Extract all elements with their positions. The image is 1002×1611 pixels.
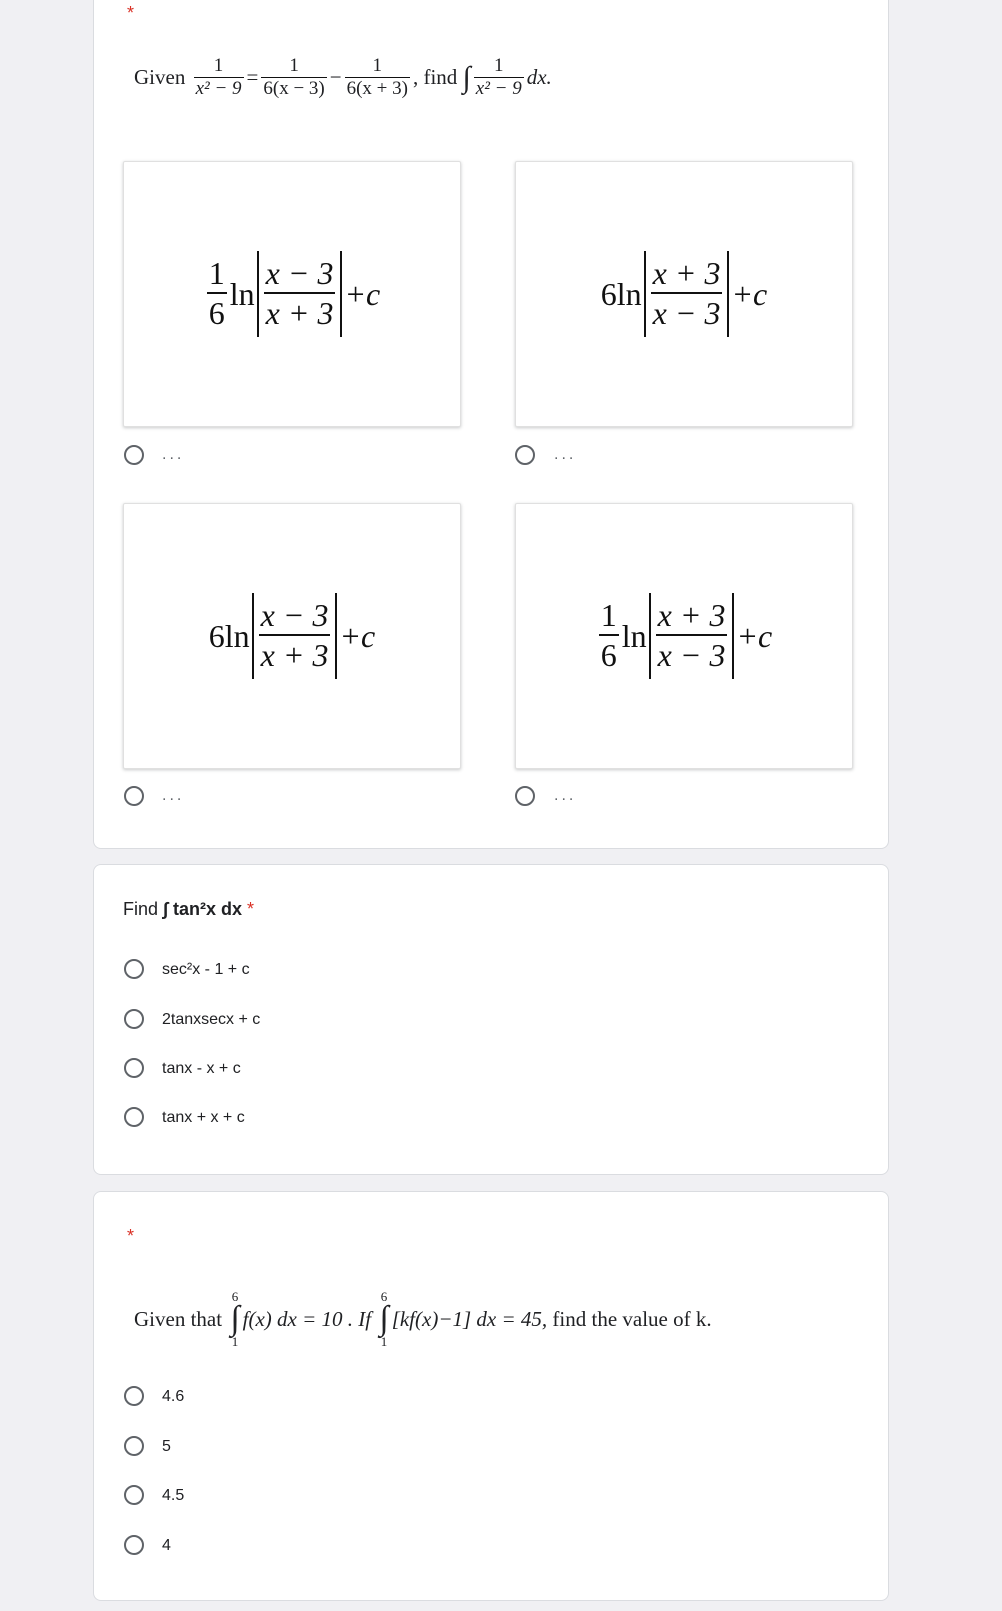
q2-option-label-3: tanx - x + c xyxy=(162,1060,241,1077)
option-c-image[interactable] xyxy=(123,503,461,769)
q2-option-radio-4[interactable] xyxy=(124,1107,144,1127)
required-asterisk: * xyxy=(127,3,135,23)
q3-option-label-3: 4.5 xyxy=(162,1487,185,1504)
option-c-label: ... xyxy=(162,787,185,804)
question-2-title: Find ∫ tan²x dx * xyxy=(123,899,255,919)
option-a-radio[interactable] xyxy=(124,445,144,465)
option-a-image[interactable] xyxy=(123,161,461,427)
q3-option-radio-1[interactable] xyxy=(124,1386,144,1406)
q2-option-radio-3[interactable] xyxy=(124,1058,144,1078)
q3-option-label-4: 4 xyxy=(162,1537,171,1554)
q2-option-label-2: 2tanxsecx + c xyxy=(162,1011,261,1028)
term1-fraction: $\frac{1}{6(x - 3)}$ xyxy=(263,55,325,99)
option-b-label: ... xyxy=(554,446,577,463)
given-word: Given xyxy=(134,65,186,90)
q2-option-label-1: sec²x - 1 + c xyxy=(162,961,250,978)
q3-option-radio-4[interactable] xyxy=(124,1535,144,1555)
q3-option-label-2: 5 xyxy=(162,1438,171,1455)
question-1-text: Given $\frac{1}{\text{x² − 9}}$ = $\frac{1}{6(x - 3)}$ − $\frac{1}{6(x + 3)}$ , find ∫ $\frac{1}{\text{x² − 9}}$ dx. xyxy=(134,55,552,99)
option-b-formula: 6 ln $\frac{x + 3}{x - 3}$ +c xyxy=(601,251,767,337)
q2-option-radio-1[interactable] xyxy=(124,959,144,979)
question-card-2 xyxy=(93,864,889,1175)
q2-option-radio-2[interactable] xyxy=(124,1009,144,1029)
integral-1: 6 ∫ 1 xyxy=(230,1289,240,1350)
q2-option-label-4: tanx + x + c xyxy=(162,1109,245,1126)
option-a-formula: $\frac{1}{6}$ ln $\frac{x - 3}{x + 3}$ +c xyxy=(204,251,380,337)
integral-2: 6 ∫ 1 xyxy=(379,1289,389,1350)
option-b-radio[interactable] xyxy=(515,445,535,465)
question-card-3 xyxy=(93,1191,889,1601)
option-b-image[interactable] xyxy=(515,161,853,427)
option-d-image[interactable] xyxy=(515,503,853,769)
q3-option-radio-2[interactable] xyxy=(124,1436,144,1456)
q3-option-label-1: 4.6 xyxy=(162,1388,185,1405)
option-d-label: ... xyxy=(554,787,577,804)
q3-option-radio-3[interactable] xyxy=(124,1485,144,1505)
integrand-fraction: $\frac{1}{\text{x² − 9}}$ xyxy=(475,55,522,99)
question-3-text: Given that 6 ∫ 1 f(x) dx = 10 . If 6 ∫ 1 [kf(x)−1] dx = 45, find the value of k. xyxy=(134,1289,712,1350)
option-a-label: ... xyxy=(162,446,185,463)
required-asterisk: * xyxy=(247,899,255,919)
question-card-1 xyxy=(93,0,889,849)
option-d-formula: $\frac{1}{6}$ ln $\frac{x + 3}{x - 3}$ +c xyxy=(596,593,772,679)
option-c-radio[interactable] xyxy=(124,786,144,806)
option-d-radio[interactable] xyxy=(515,786,535,806)
term2-fraction: $\frac{1}{6(x + 3)}$ xyxy=(346,55,408,99)
required-asterisk: * xyxy=(127,1226,135,1246)
option-c-formula: 6 ln $\frac{x - 3}{x + 3}$ +c xyxy=(209,593,375,679)
lhs-fraction: $\frac{1}{\text{x² − 9}}$ xyxy=(195,55,242,99)
